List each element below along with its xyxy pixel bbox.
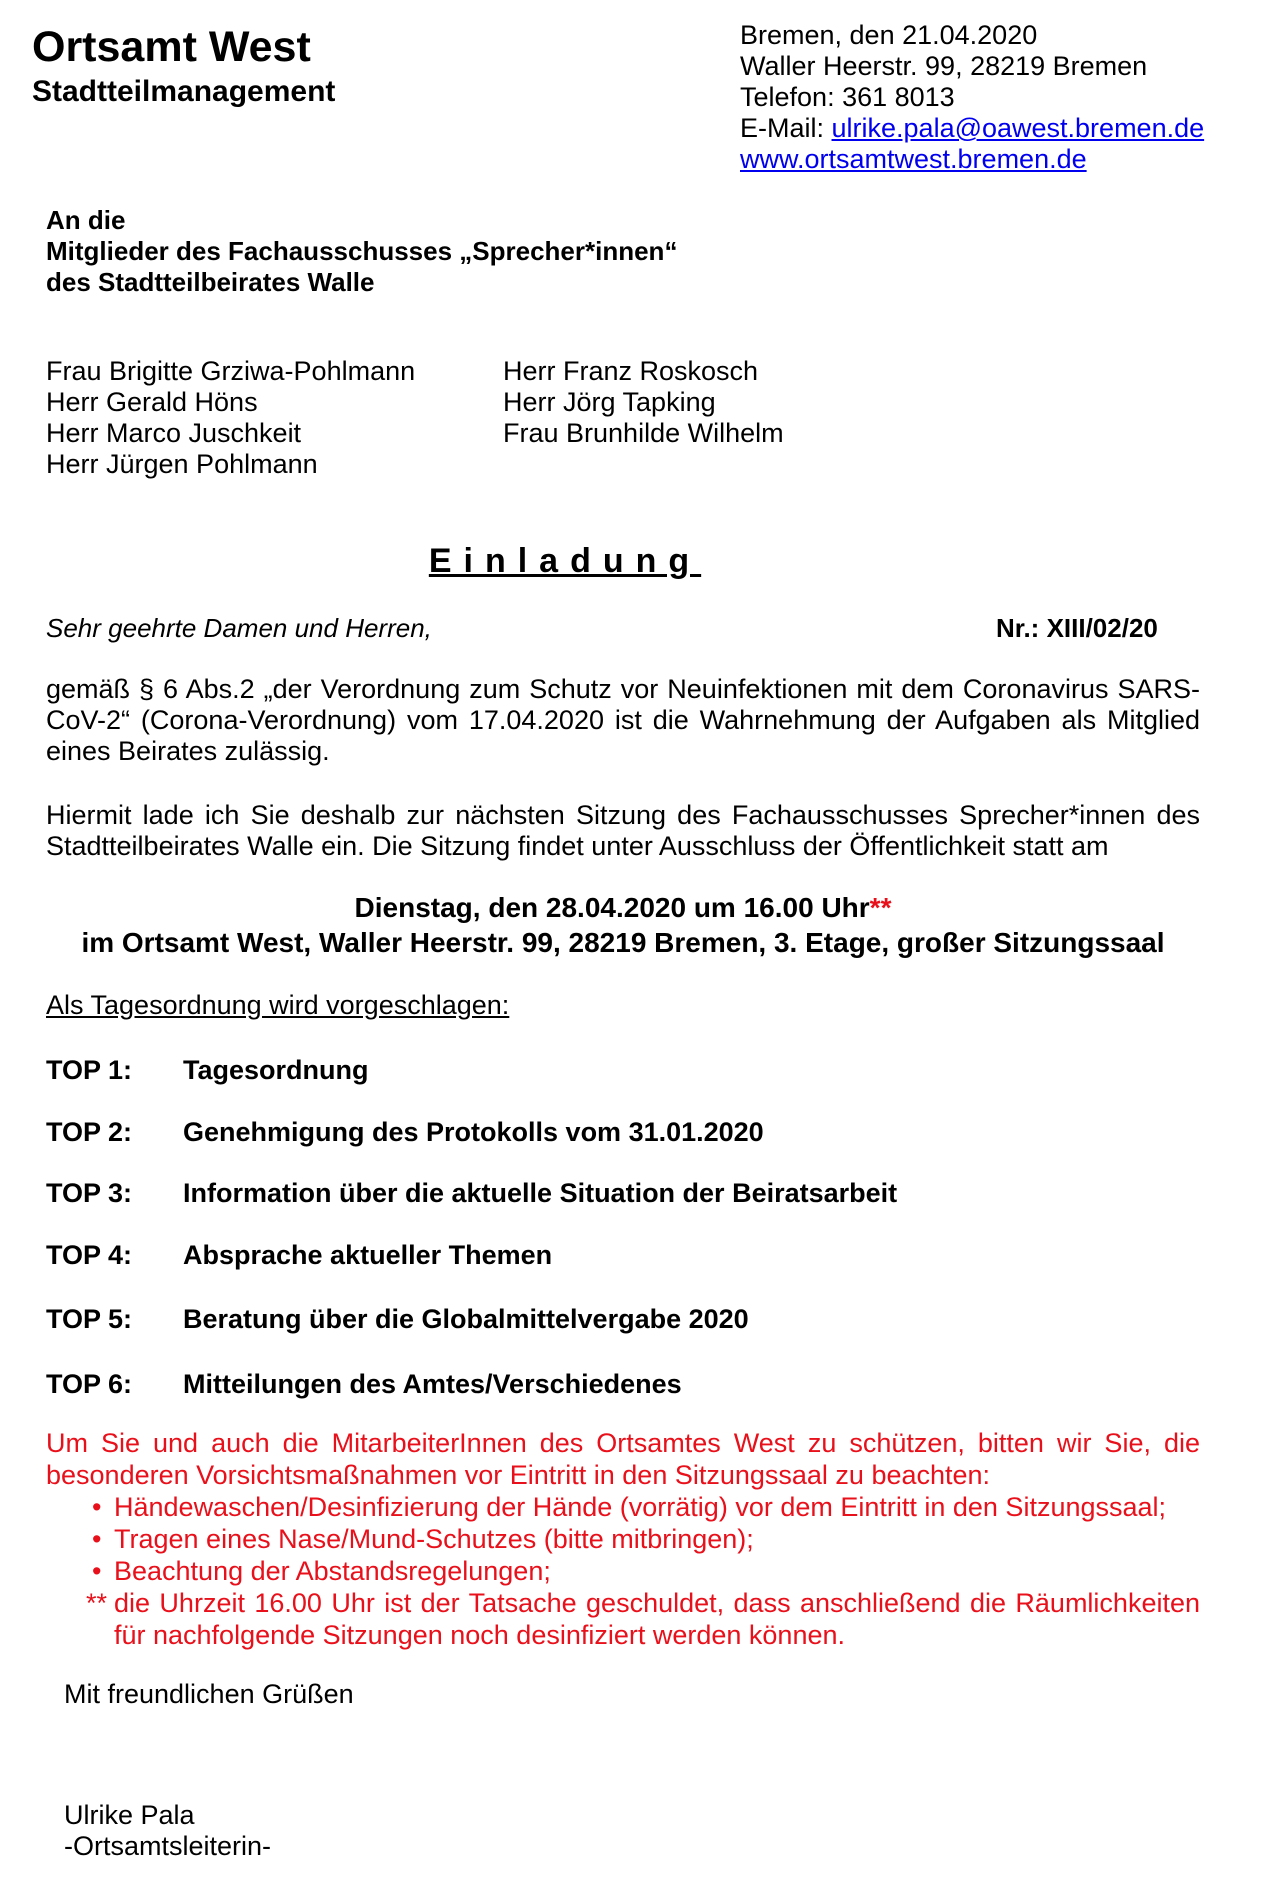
members-left-column	[46, 356, 415, 480]
agenda-item-text: Information über die aktuelle Situation der Beiratsarbeit	[183, 1178, 898, 1208]
org-unit: Stadtteilmanagement	[32, 75, 336, 108]
agenda-item-number: TOP 4:	[46, 1240, 133, 1270]
notice-bullet-text: Händewaschen/Desinfizierung der Hände (vorrätig) vor dem Eintritt in den Sitzungssaal;	[114, 1492, 1167, 1522]
agenda-item-text: Mitteilungen des Amtes/Verschiedenes	[183, 1369, 682, 1399]
agenda-item	[46, 1368, 682, 1400]
member-name: Frau Brunhilde Wilhelm	[503, 418, 784, 448]
date-line: Bremen, den 21.04.2020	[740, 20, 1038, 50]
agenda-item-text: Genehmigung des Protokolls vom 31.01.2020	[183, 1117, 764, 1147]
notice-intro: Um Sie und auch die MitarbeiterInnen des Ortsamtes West zu schützen, bitten wir Sie, die besonderen Vorsichtsmaßnahmen vor Eintritt in den Sitzungssaal zu beachten:	[46, 1428, 1200, 1490]
safety-notice	[46, 1427, 1200, 1651]
agenda-item	[46, 1239, 552, 1271]
address-line: Waller Heerstr. 99, 28219 Bremen	[740, 51, 1148, 81]
member-name: Herr Franz Roskosch	[503, 356, 759, 386]
addressee-line: An die	[46, 205, 126, 235]
addressee-line: Mitglieder des Fachausschusses „Sprecher*innen“	[46, 236, 678, 266]
document-title: Einladung	[428, 542, 702, 580]
agenda-item	[46, 1177, 897, 1209]
bullet-icon: •	[92, 1492, 102, 1522]
member-name: Herr Jörg Tapking	[503, 387, 716, 417]
bullet-icon: •	[92, 1556, 102, 1586]
notice-bullet-text: Beachtung der Abstandsregelungen;	[114, 1556, 551, 1586]
bullet-icon: •	[92, 1524, 102, 1554]
closing: Mit freundlichen Grüßen	[64, 1679, 354, 1709]
email-line	[740, 113, 1204, 144]
addressee-block	[46, 205, 677, 298]
addressee-line: des Stadtteilbeirates Walle	[46, 267, 375, 297]
agenda-item-text: Beratung über die Globalmittelvergabe 2020	[183, 1304, 749, 1334]
list-item	[46, 1523, 1200, 1555]
footnote-marker: **	[86, 1588, 108, 1618]
member-name: Herr Gerald Höns	[46, 387, 258, 417]
agenda-item-number: TOP 3:	[46, 1178, 133, 1208]
org-name: Ortsamt West	[32, 23, 311, 71]
signer-name: Ulrike Pala	[64, 1800, 195, 1830]
salutation: Sehr geehrte Damen und Herren,	[46, 613, 432, 643]
footnote-text: die Uhrzeit 16.00 Uhr ist der Tatsache geschuldet, dass anschließend die Räumlichkeiten für nachfolgende Sitzungen noch desinfiziert werden können.	[114, 1588, 1200, 1650]
list-item	[46, 1491, 1200, 1523]
member-name: Herr Jürgen Pohlmann	[46, 449, 318, 479]
list-item	[46, 1555, 1200, 1587]
meeting-details	[46, 890, 1200, 960]
agenda-item-number: TOP 5:	[46, 1304, 133, 1334]
email-label: E-Mail:	[740, 113, 832, 143]
members-right-column	[503, 356, 784, 449]
meeting-footnote-marker: **	[869, 892, 892, 923]
agenda-item	[46, 1303, 749, 1335]
phone-line: Telefon: 361 8013	[740, 82, 955, 112]
contact-block	[740, 20, 1204, 175]
agenda-item-number: TOP 2:	[46, 1117, 133, 1147]
agenda-item-text: Tagesordnung	[183, 1055, 369, 1085]
agenda-item-number: TOP 1:	[46, 1055, 133, 1085]
agenda-item	[46, 1116, 764, 1148]
meeting-date-time-line	[46, 890, 1200, 925]
agenda-item-text: Absprache aktueller Themen	[183, 1240, 553, 1270]
email-link[interactable]: ulrike.pala@oawest.bremen.de	[831, 113, 1205, 143]
agenda-item-number: TOP 6:	[46, 1369, 133, 1399]
member-name: Herr Marco Juschkeit	[46, 418, 302, 448]
paragraph-invitation: Hiermit lade ich Sie deshalb zur nächsten Sitzung des Fachausschusses Sprecher*innen des Stadtteilbeirates Walle ein. Die Sitzung findet unter Ausschluss der Öffentlichkeit statt am	[46, 800, 1200, 861]
signer-role: -Ortsamtsleiterin-	[64, 1831, 272, 1861]
meeting-date-time: Dienstag, den 28.04.2020 um 16.00 Uhr	[354, 892, 870, 923]
signature-block	[64, 1800, 271, 1862]
agenda-intro: Als Tagesordnung wird vorgeschlagen:	[46, 990, 510, 1020]
website-link[interactable]: www.ortsamtwest.bremen.de	[740, 144, 1087, 174]
meeting-location: im Ortsamt West, Waller Heerstr. 99, 28219 Bremen, 3. Etage, großer Sitzungssaal	[81, 927, 1165, 958]
agenda-item	[46, 1054, 369, 1086]
paragraph-legal-basis: gemäß § 6 Abs.2 „der Verordnung zum Schutz vor Neuinfektionen mit dem Coronavirus SARS-CoV-2“ (Corona-Verordnung) vom 17.04.2020 ist die Wahrnehmung der Aufgaben als Mitglied eines Beirates zulässig.	[46, 674, 1200, 766]
notice-list	[46, 1491, 1200, 1587]
reference-number: Nr.: XIII/02/20	[996, 613, 1158, 643]
notice-footnote	[46, 1587, 1200, 1651]
notice-bullet-text: Tragen eines Nase/Mund-Schutzes (bitte mitbringen);	[114, 1524, 754, 1554]
member-name: Frau Brigitte Grziwa-Pohlmann	[46, 356, 416, 386]
